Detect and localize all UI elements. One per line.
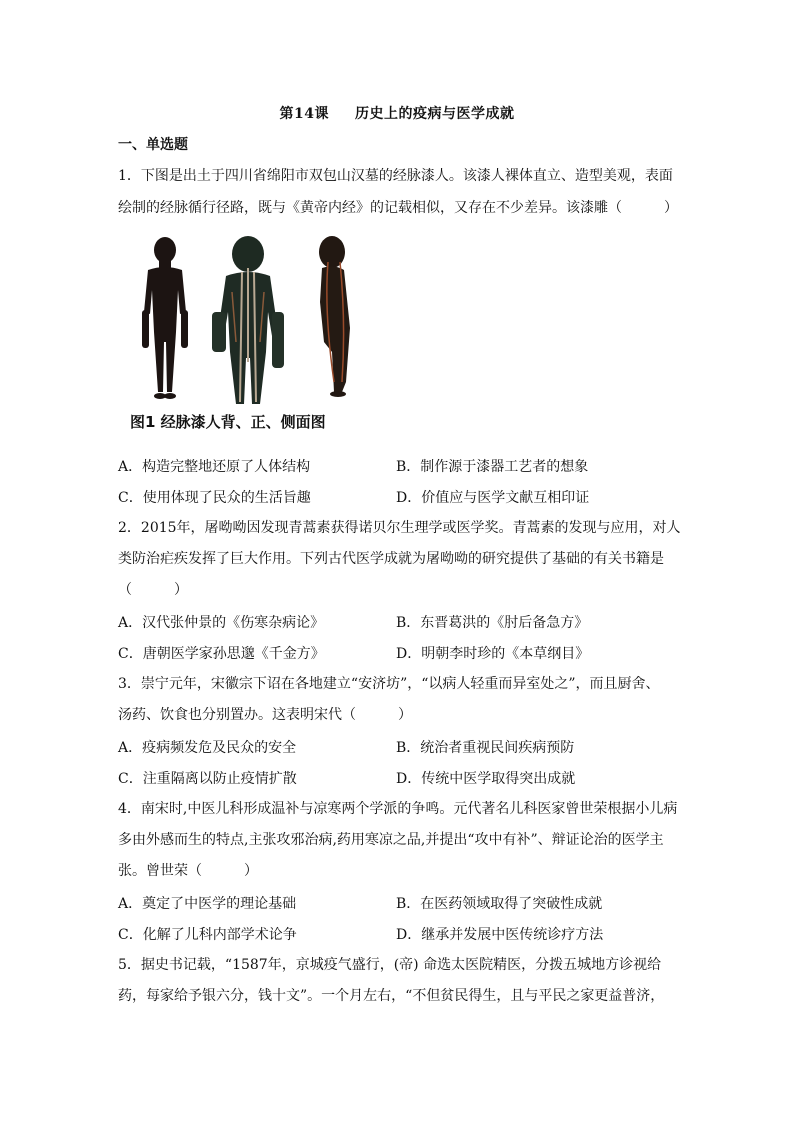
lacquer-figure-photo — [128, 232, 368, 410]
q4-option-c: C．化解了儿科内部学术论争 — [118, 927, 297, 943]
q4-stem-line-1: 4．南宋时,中医儿科形成温补与凉寒两个学派的争鸣。元代著名儿科医家曾世荣根据小儿病 — [118, 801, 678, 817]
q4-stem-line-2: 多由外感而生的特点,主张攻邪治病,药用寒凉之品,并提出“攻中有补”、辩证论治的医学主 — [118, 832, 664, 848]
figure-side-view — [319, 236, 350, 397]
q2-option-a: A．汉代张仲景的《伤寒杂病论》 — [118, 615, 325, 631]
q3-option-b: B．统治者重视民间疾病预防 — [396, 740, 575, 756]
q2-stem-line-2: 类防治疟疾发挥了巨大作用。下列古代医学成就为屠呦呦的研究提供了基础的有关书籍是 — [118, 551, 664, 567]
lesson-name: 历史上的疫病与医学成就 — [354, 106, 515, 122]
section-heading: 一、单选题 — [118, 137, 188, 153]
q2-stem-line-1: 2．2015年，屠呦呦因发现青蒿素获得诺贝尔生理学或医学奖。青蒿素的发现与应用，对人 — [118, 520, 681, 536]
q4-option-d: D．继承并发展中医传统诊疗方法 — [396, 927, 604, 943]
figure-caption: 图1 经脉漆人背、正、侧面图 — [130, 413, 326, 431]
q4-option-b: B．在医药领域取得了突破性成就 — [396, 896, 603, 912]
q3-stem-line-2: 汤药、饮食也分别置办。这表明宋代（ ） — [118, 707, 412, 723]
q1-stem-line-2: 绘制的经脉循行径路，既与《黄帝内经》的记载相似，又存在不少差异。该漆雕（ ） — [118, 200, 678, 216]
lesson-number: 第14课 — [279, 106, 329, 122]
q3-stem-line-1: 3．崇宁元年，宋徽宗下诏在各地建立“安济坊”，“以病人轻重而异室处之”，而且厨舍、 — [118, 676, 660, 692]
figure-back-view — [142, 237, 188, 399]
page-title — [0, 103, 794, 123]
q1-option-d: D．价值应与医学文献互相印证 — [396, 490, 590, 506]
q4-option-a: A．奠定了中医学的理论基础 — [118, 896, 297, 912]
q1-stem-line-1: 1．下图是出土于四川省绵阳市双包山汉墓的经脉漆人。该漆人裸体直立、造型美观，表面 — [118, 168, 673, 184]
q2-option-d: D．明朝李时珍的《本草纲目》 — [396, 646, 590, 662]
q2-option-b: B．东晋葛洪的《肘后备急方》 — [396, 615, 589, 631]
q3-option-a: A．疫病频发危及民众的安全 — [118, 740, 297, 756]
figure-front-view — [212, 236, 284, 404]
q2-option-c: C．唐朝医学家孙思邈《千金方》 — [118, 646, 325, 662]
q2-stem-line-3: （ ） — [118, 582, 188, 598]
q3-option-c: C．注重隔离以防止疫情扩散 — [118, 771, 297, 787]
q1-option-c: C．使用体现了民众的生活旨趣 — [118, 490, 311, 506]
q4-stem-line-3: 张。曾世荣（ ） — [118, 863, 258, 879]
q1-option-a: A．构造完整地还原了人体结构 — [118, 459, 311, 475]
q5-stem-line-2: 药，每家给予银六分，钱十文”。一个月左右，“不但贫民得生，且与平民之家更益普济， — [118, 988, 665, 1004]
q3-option-d: D．传统中医学取得突出成就 — [396, 771, 576, 787]
q5-stem-line-1: 5．据史书记载，“1587年，京城疫气盛行，(帝) 命选太医院精医，分拨五城地方诊视给 — [118, 957, 662, 973]
q1-option-b: B．制作源于漆器工艺者的想象 — [396, 459, 589, 475]
